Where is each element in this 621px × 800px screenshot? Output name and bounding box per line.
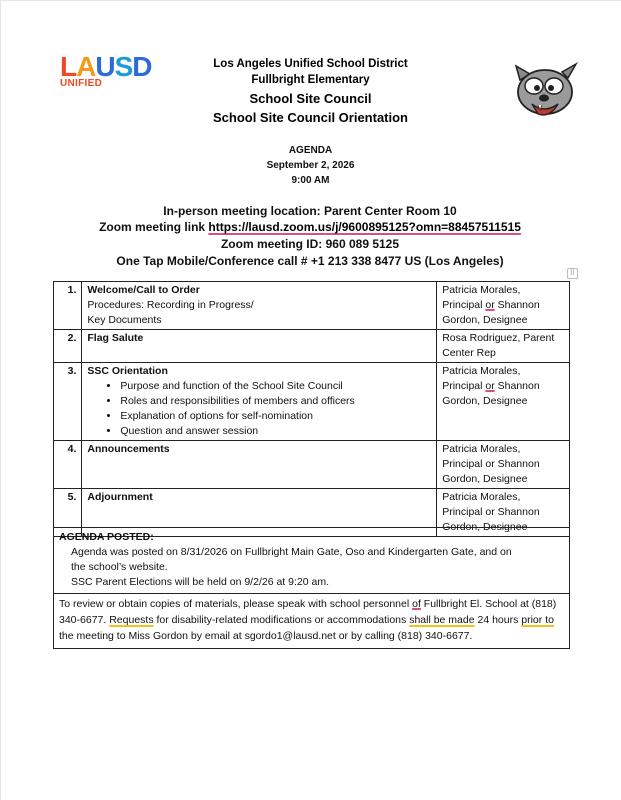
agenda-table [53, 281, 570, 537]
in-person-location: In-person meeting location: Parent Center Room 10 [163, 204, 457, 218]
item-presenter: Patricia Morales, Principal or Shannon Gordon, Designee [437, 363, 570, 441]
table-row [54, 330, 570, 363]
item-number: 3. [54, 363, 82, 441]
posted-text: Agenda was posted on 8/31/2026 on Fullbright Main Gate, Oso and Kindergarten Gate, and on [71, 546, 512, 558]
list-item: • Explanation of options for self-nomination [120, 409, 431, 424]
item-presenter: Patricia Morales, Principal or Shannon Gordon, Designee [437, 489, 570, 537]
table-row [54, 363, 570, 441]
materials-accommodations-notice: To review or obtain copies of materials, please speak with school personnel of Fullbright El. School at (818) 340-6677. Requests for disability-related modifications or accommodations shall be made 24 hours prior to the meeting to Miss Gordon by email at sgordo1@lausd.net or by calling (818) 340-6677. [59, 598, 557, 642]
agenda-posted-title: AGENDA POSTED: [59, 531, 154, 543]
item-description: SSC Orientation • Purpose and function of the School Site Council • Roles and responsibilities of members and officers • Explanation of options for self-nomination • Question and answer session [82, 363, 437, 441]
item-number: 2. [54, 330, 82, 363]
item-description: Flag Salute [82, 330, 437, 363]
item-description: Adjournment [82, 489, 437, 537]
council-name: School Site Council [249, 91, 372, 106]
zoom-link[interactable]: https://lausd.zoom.us/j/9600895125?omn=88457511515 [208, 220, 521, 234]
list-item: • Purpose and function of the School Site Council [120, 379, 431, 394]
meeting-time: 9:00 AM [291, 175, 330, 186]
agenda-label: AGENDA [288, 145, 333, 156]
item-presenter: Patricia Morales, Principal or Shannon Gordon, Designee [437, 441, 570, 489]
school-name: Fullbright Elementary [251, 74, 370, 86]
posted-text: the school’s website. [71, 561, 168, 573]
item-number: 1. [54, 282, 82, 330]
agenda-posted-section [54, 528, 569, 594]
table-move-handle[interactable]: ⠿ [567, 268, 578, 279]
lausd-logo: LAUSD UNIFIED [60, 51, 152, 89]
zoom-link-line: Zoom meeting link https://lausd.zoom.us/j/9600895125?omn=88457511515 [99, 220, 521, 234]
meeting-date: September 2, 2026 [266, 160, 355, 171]
item-description: Announcements [82, 441, 437, 489]
page-edge [0, 0, 1, 800]
item-description: Welcome/Call to Order Procedures: Recording in Progress/ Key Documents [82, 282, 437, 330]
elections-text: SSC Parent Elections will be held on 9/2/26 at 9:20 am. [71, 576, 329, 588]
list-item: • Question and answer session [120, 424, 431, 439]
item-presenter: Rosa Rodriguez, Parent Center Rep [437, 330, 570, 363]
notices-box [53, 527, 570, 649]
table-row [54, 282, 570, 330]
zoom-meeting-id: Zoom meeting ID: 960 089 5125 [220, 237, 400, 251]
page-edge [0, 0, 621, 1]
list-item: • Roles and responsibilities of members and officers [120, 394, 431, 409]
item-presenter: Patricia Morales, Principal or Shannon Gordon, Designee [437, 282, 570, 330]
item-number: 5. [54, 489, 82, 537]
one-tap-mobile: One Tap Mobile/Conference call # +1 213 338 8477 US (Los Angeles) [116, 254, 504, 268]
district-name: Los Angeles Unified School District [213, 58, 408, 70]
orientation-bullet-list [87, 379, 431, 439]
panther-mascot-icon [510, 58, 580, 128]
meeting-title: School Site Council Orientation [212, 110, 408, 125]
table-row [54, 441, 570, 489]
item-number: 4. [54, 441, 82, 489]
